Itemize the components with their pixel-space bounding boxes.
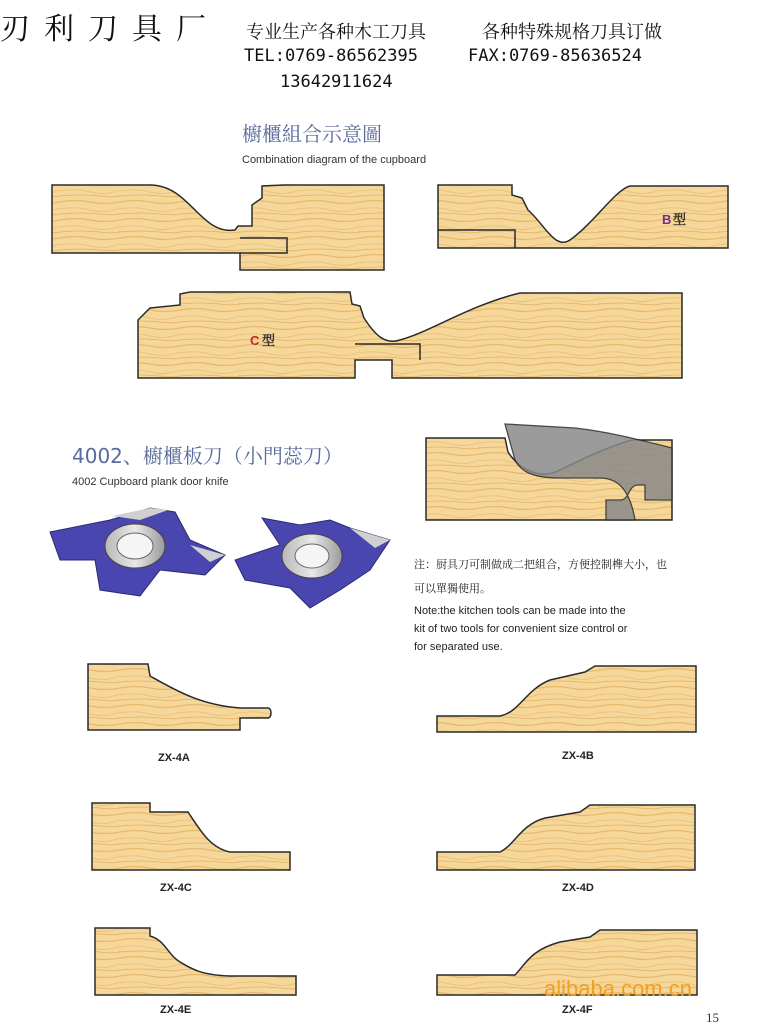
combination-title: 櫥櫃組合示意圖 xyxy=(242,122,382,146)
fax-number: FAX:0769-85636524 xyxy=(468,46,642,66)
company-name: 刃利刀具厂 xyxy=(0,12,220,47)
profile-zx-4d xyxy=(437,805,695,870)
note-en-line-2: kit of two tools for convenient size control or xyxy=(414,623,628,635)
combination-subtitle: Combination diagram of the cupboard xyxy=(242,154,427,166)
profile-caption-zx-4b: ZX-4B xyxy=(562,750,594,762)
cutter-head-left xyxy=(50,508,225,596)
profile-zx-4a xyxy=(88,664,271,730)
profile-caption-zx-4a: ZX-4A xyxy=(158,752,190,764)
note-cn-line-1: 注：厨具刀可制做成二把組合，方便控制榫大小，也 xyxy=(414,558,667,571)
mobile-number: 13642911624 xyxy=(280,72,393,92)
watermark: alibaba.com.cn xyxy=(544,976,692,1001)
profile-caption-zx-4c: ZX-4C xyxy=(160,882,192,894)
profile-caption-zx-4e: ZX-4E xyxy=(160,1004,192,1016)
tel-number: TEL:0769-86562395 xyxy=(244,46,418,66)
tagline-1: 专业生产各种木工刀具 xyxy=(246,22,426,43)
profile-zx-4e xyxy=(95,928,296,995)
profile-zx-4b xyxy=(437,666,696,732)
b-type-letter: B xyxy=(662,212,672,227)
note-cn-line-2: 可以單獨使用。 xyxy=(414,582,491,595)
note-en-line-1: Note:the kitchen tools can be made into the xyxy=(414,605,626,617)
tagline-2: 各种特殊规格刀具订做 xyxy=(482,22,662,43)
b-type-suffix: 型 xyxy=(673,212,687,227)
cutter-cross-section xyxy=(426,424,672,520)
profile-caption-zx-4d: ZX-4D xyxy=(562,882,594,894)
c-type-letter: C xyxy=(250,333,260,348)
product-title: 4002、櫥櫃板刀（小門蕊刀） xyxy=(72,444,343,468)
note-en-line-3: for separated use. xyxy=(414,641,503,653)
profile-zx-4c xyxy=(92,803,290,870)
product-subtitle: 4002 Cupboard plank door knife xyxy=(72,476,229,488)
profile-caption-zx-4f: ZX-4F xyxy=(562,1004,593,1016)
combination-diagram-a xyxy=(52,185,384,270)
c-type-suffix: 型 xyxy=(262,333,276,348)
combination-diagram-c xyxy=(138,292,682,378)
cutter-head-right xyxy=(235,518,390,608)
page-number: 15 xyxy=(706,1010,719,1025)
